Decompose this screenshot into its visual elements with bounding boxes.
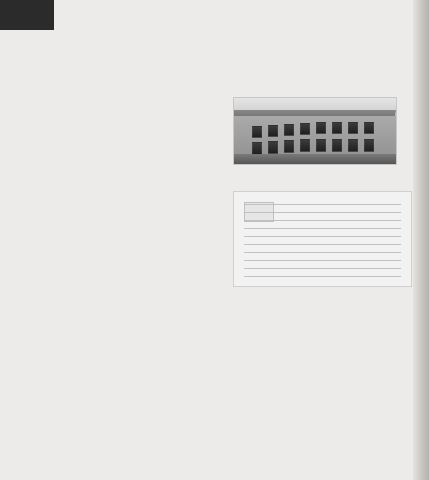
photo-window — [364, 139, 374, 152]
page-fold-shadow — [413, 0, 429, 480]
document-line — [244, 212, 401, 213]
photo-window — [300, 139, 310, 152]
document-photo — [233, 191, 412, 287]
document-line — [244, 236, 401, 237]
prison-photo — [233, 97, 397, 165]
photo-window — [268, 141, 278, 154]
photo-window — [316, 139, 326, 152]
document-line — [244, 228, 401, 229]
photo-window — [364, 122, 374, 134]
photo-window — [316, 122, 326, 134]
photo-window — [348, 122, 358, 134]
photo-window — [268, 125, 278, 137]
photo-window — [284, 124, 294, 136]
photo-window — [332, 122, 342, 134]
document-line — [244, 260, 401, 261]
document-line — [244, 252, 401, 253]
photo-ground — [234, 154, 396, 164]
section-tab — [0, 0, 54, 30]
photo-window — [284, 140, 294, 153]
photo-window — [300, 123, 310, 135]
document-line — [244, 220, 401, 221]
right-figure-column — [233, 97, 413, 293]
photo-window — [348, 139, 358, 152]
document-line — [244, 276, 401, 277]
document-line — [244, 244, 401, 245]
left-text-column — [30, 70, 225, 80]
document-line — [244, 204, 401, 205]
document-line — [244, 268, 401, 269]
photo-window — [252, 126, 262, 138]
photo-window — [332, 139, 342, 152]
